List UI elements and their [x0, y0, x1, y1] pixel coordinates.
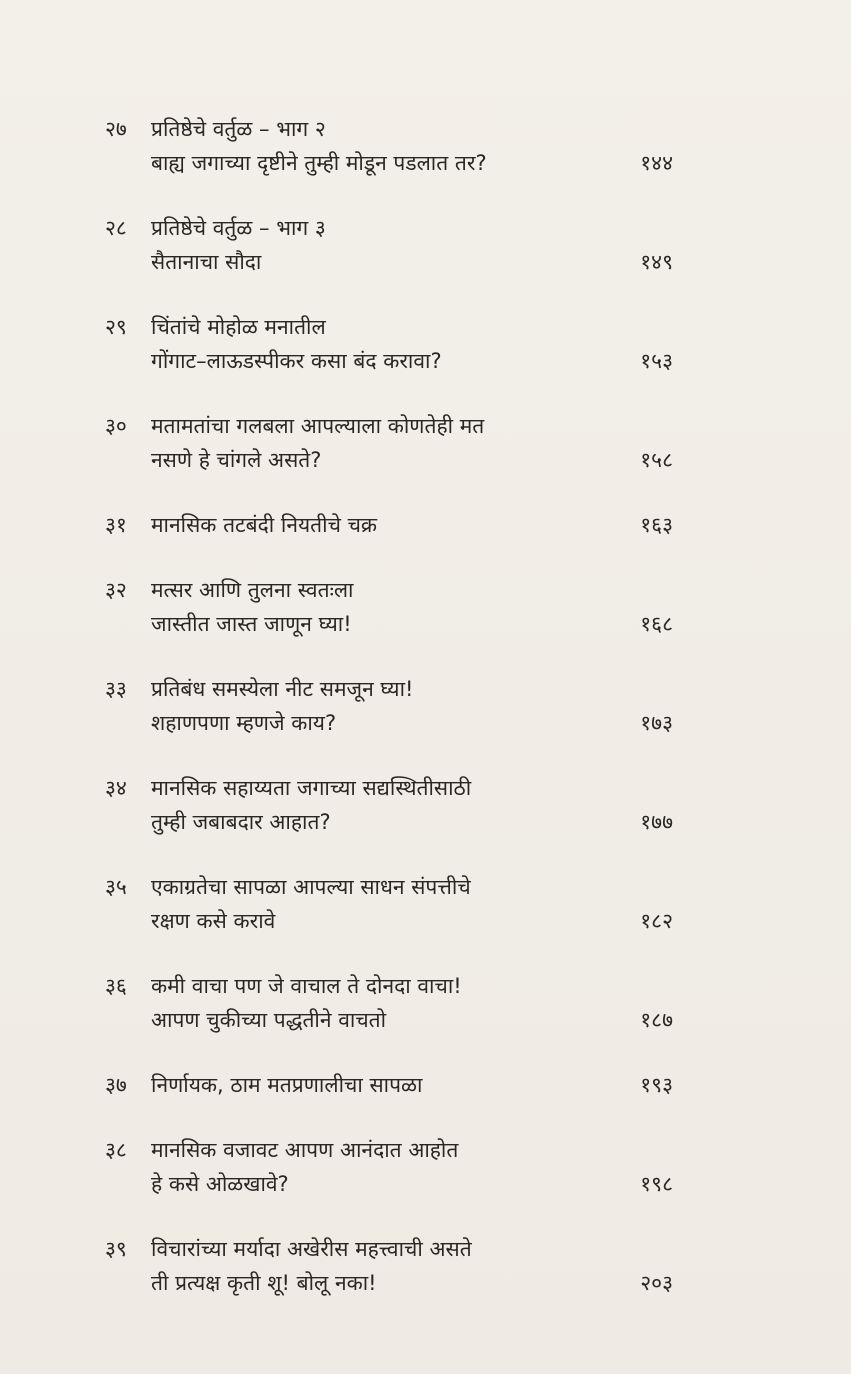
chapter-title: कमी वाचा पण जे वाचाल ते दोनदा वाचा!: [151, 974, 462, 998]
chapter-title: मतामतांचा गलबला आपल्याला कोणतेही मत: [151, 414, 485, 438]
chapter-subtitle: बाह्य जगाच्या दृष्टीने तुम्ही मोडून पडलात तर?: [151, 151, 487, 175]
chapter-number: ३४: [105, 776, 127, 800]
chapter-title: मत्सर आणि तुलना स्वतःला: [151, 578, 354, 602]
chapter-title: प्रतिबंध समस्येला नीट समजून घ्या!: [151, 677, 414, 701]
toc-entry: [105, 1133, 673, 1201]
chapter-number: ३८: [105, 1138, 127, 1162]
chapter-title: चिंतांचे मोहोळ मनातील: [151, 315, 326, 339]
chapter-title: मानसिक वजावट आपण आनंदात आहोत: [151, 1138, 459, 1162]
chapter-subtitle: नसणे हे चांगले असते?: [151, 448, 322, 472]
page-number: १८७: [640, 1008, 673, 1032]
toc-entry: [105, 969, 673, 1037]
toc-entry: [105, 573, 673, 641]
toc-entry: [105, 771, 673, 839]
chapter-number: ३७: [105, 1073, 127, 1097]
chapter-number: ३०: [105, 414, 127, 438]
toc-entry: [105, 409, 673, 477]
page-number: १७३: [640, 711, 673, 735]
toc-entry: [105, 870, 673, 938]
page-number: १८२: [640, 909, 673, 933]
page-number: १४९: [640, 250, 673, 274]
chapter-subtitle: जास्तीत जास्त जाणून घ्या!: [151, 612, 352, 636]
page-number: १६८: [640, 612, 673, 636]
toc-entry: [105, 1232, 673, 1300]
chapter-title: विचारांच्या मर्यादा अखेरीस महत्त्वाची असते: [151, 1237, 472, 1261]
page-number: १७७: [640, 810, 673, 834]
chapter-subtitle: हे कसे ओळखावे?: [151, 1172, 289, 1196]
chapter-subtitle: ती प्रत्यक्ष कृती शू! बोलू नका!: [151, 1271, 377, 1295]
chapter-number: ३३: [105, 677, 127, 701]
page-number: २०३: [640, 1271, 673, 1295]
toc-entry: [105, 1068, 673, 1102]
chapter-number: ३२: [105, 578, 127, 602]
chapter-number: २७: [105, 117, 127, 141]
toc-entry: [105, 508, 673, 542]
page-number: १४४: [640, 151, 673, 175]
chapter-number: ३१: [105, 513, 127, 537]
toc-entry: [105, 310, 673, 378]
chapter-subtitle: रक्षण कसे करावे: [151, 909, 276, 933]
chapter-subtitle: सैतानाचा सौदा: [151, 250, 262, 274]
chapter-number: ३९: [105, 1237, 127, 1261]
toc-entry: [105, 211, 673, 279]
chapter-title: मानसिक तटबंदी नियतीचे चक्र: [151, 513, 378, 537]
chapter-title: प्रतिष्ठेचे वर्तुळ – भाग २: [151, 117, 326, 141]
page-number: १९८: [640, 1172, 673, 1196]
chapter-subtitle: गोंगाट–लाऊडस्पीकर कसा बंद करावा?: [151, 349, 442, 373]
page-number: १५८: [640, 448, 673, 472]
chapter-number: ३५: [105, 875, 127, 899]
chapter-title: निर्णायक, ठाम मतप्रणालीचा सापळा: [151, 1073, 423, 1097]
toc-entry: [105, 672, 673, 740]
chapter-title: एकाग्रतेचा सापळा आपल्या साधन संपत्तीचे: [151, 875, 471, 899]
chapter-number: २९: [105, 315, 127, 339]
chapter-title: प्रतिष्ठेचे वर्तुळ – भाग ३: [151, 216, 326, 240]
chapter-subtitle: आपण चुकीच्या पद्धतीने वाचतो: [151, 1008, 387, 1032]
chapter-subtitle: शहाणपणा म्हणजे काय?: [151, 711, 337, 735]
page-number: १५३: [640, 349, 673, 373]
page-number: १६३: [640, 513, 673, 537]
table-of-contents: [105, 112, 673, 1331]
chapter-subtitle: तुम्ही जबाबदार आहात?: [151, 810, 331, 834]
toc-entry: [105, 112, 673, 180]
chapter-title: मानसिक सहाय्यता जगाच्या सद्यस्थितीसाठी: [151, 776, 472, 800]
page-number: १९३: [640, 1073, 673, 1097]
chapter-number: २८: [105, 216, 127, 240]
chapter-number: ३६: [105, 974, 127, 998]
